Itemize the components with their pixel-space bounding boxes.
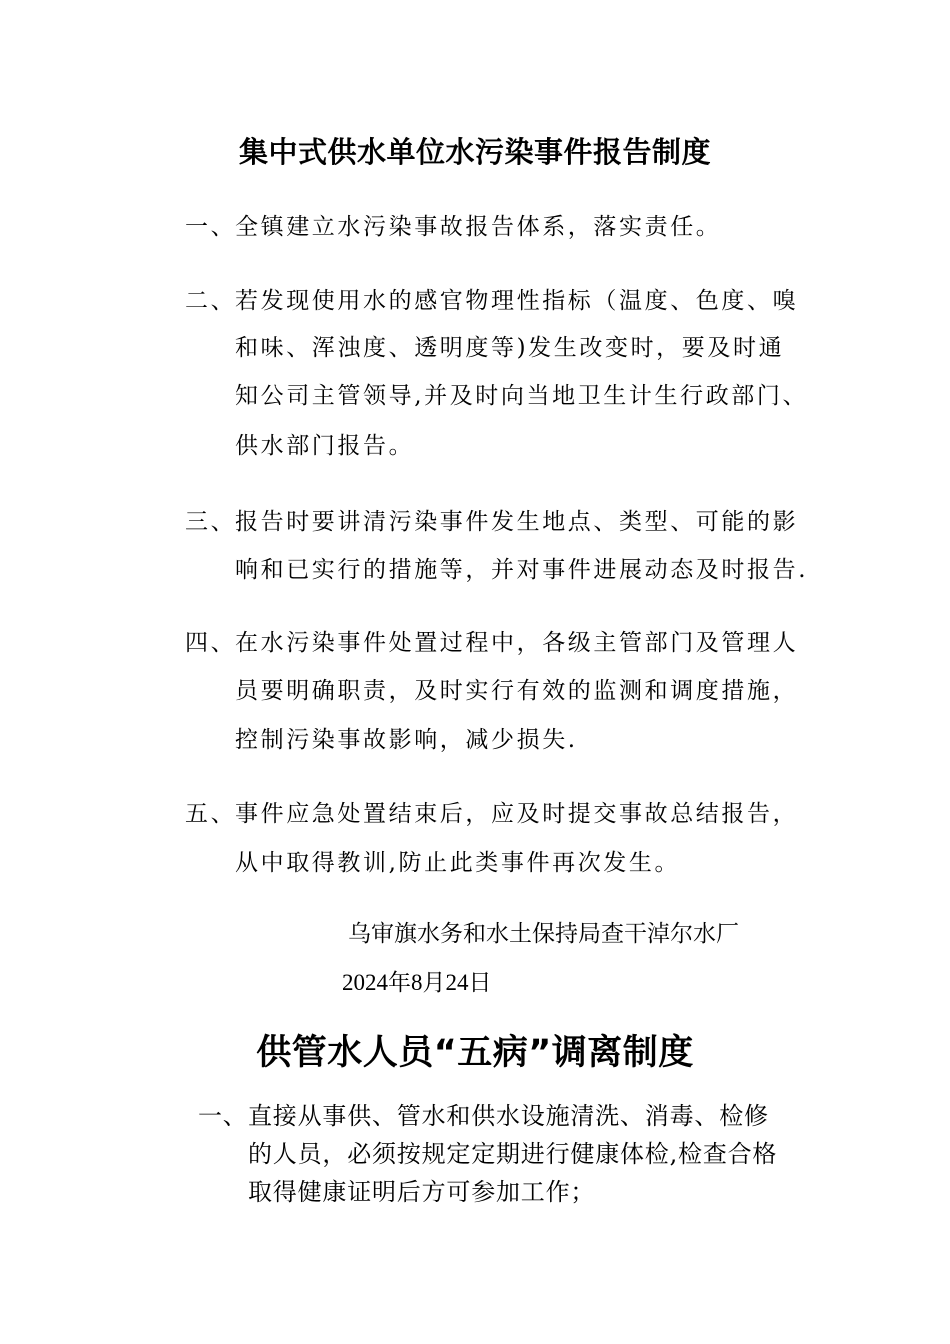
page-title: 集中式供水单位水污染事件报告制度	[238, 135, 711, 169]
item-text-line: 的人员，必须按规定定期进行健康体检,检查合格	[248, 1140, 778, 1168]
item-text-line: 供水部门报告。	[235, 433, 415, 459]
item-text-line: 报告时要讲清污染事件发生地点、类型、可能的影	[235, 509, 799, 535]
item-number: 二、	[185, 288, 237, 314]
item-number: 一、	[198, 1102, 248, 1130]
item-text-line: 若发现使用水的感官物理性指标（温度、色度、嗅	[235, 288, 799, 314]
item-number: 四、	[185, 630, 237, 656]
item-text-line: 控制污染事故影响，减少损失.	[235, 727, 578, 753]
item-text-line: 直接从事供、管水和供水设施清洗、消毒、检修	[248, 1102, 769, 1130]
signature-organization: 乌审旗水务和水土保持局查干淖尔水厂	[348, 921, 739, 946]
item-text-line: 取得健康证明后方可参加工作；	[248, 1178, 596, 1206]
item-text-line: 员要明确职责，及时实行有效的监测和调度措施，	[235, 678, 799, 704]
item-text-line: 事件应急处置结束后，应及时提交事故总结报告，	[235, 801, 799, 827]
item-text-line: 和味、浑浊度、透明度等)发生改变时，要及时通	[235, 335, 785, 361]
item-text-line: 全镇建立水污染事故报告体系，落实责任。	[235, 214, 722, 240]
signature-date: 2024年8月24日	[342, 970, 492, 995]
section-title: 供管水人员“五病”调离制度	[256, 1033, 694, 1073]
item-text-line: 响和已实行的措施等，并对事件进展动态及时报告.	[235, 557, 809, 583]
item-number: 五、	[185, 801, 237, 827]
item-number: 一、	[185, 214, 237, 240]
item-number: 三、	[185, 509, 237, 535]
item-text-line: 从中取得教训,防止此类事件再次发生。	[235, 850, 681, 876]
item-text-line: 在水污染事件处置过程中，各级主管部门及管理人	[235, 630, 799, 656]
item-text-line: 知公司主管领导,并及时向当地卫生计生行政部门、	[235, 383, 809, 409]
